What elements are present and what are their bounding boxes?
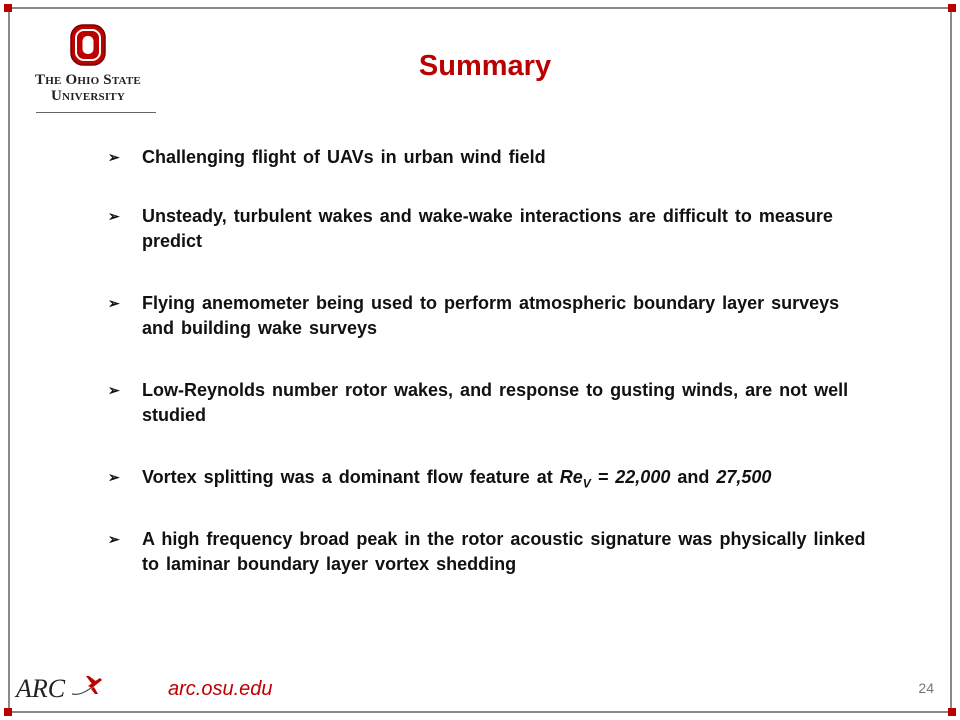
arrow-bullet-icon: ➢	[108, 295, 120, 311]
bullet-text-prefix: Vortex splitting was a dominant flow feature at	[142, 467, 560, 487]
osu-wordmark-line1: The Ohio State	[35, 72, 141, 88]
bullet-item	[108, 378, 878, 428]
equals-sign: =	[590, 467, 616, 487]
bullet-text: Flying anemometer being used to perform atmospheric boundary layer surveys and building wake surveys	[142, 293, 840, 338]
bullet-item	[108, 145, 546, 170]
frame-top-border	[8, 7, 952, 9]
reynolds-value-1: 22,000	[615, 467, 671, 487]
frame-right-border	[950, 7, 952, 713]
arrow-bullet-icon: ➢	[108, 469, 120, 485]
bullet-text: Low-Reynolds number rotor wakes, and response to gusting winds, are not well studied	[142, 380, 849, 425]
frame-bottom-border	[8, 711, 952, 713]
page-title: Summary	[418, 50, 552, 82]
bullet-text: Unsteady, turbulent wakes and wake-wake interactions are difficult to measure predict	[142, 206, 833, 251]
bullet-item	[108, 291, 878, 341]
corner-marker-top-left	[4, 4, 12, 12]
reynolds-subscript: V	[582, 476, 591, 491]
bullet-text: A high frequency broad peak in the rotor acoustic signature was physically linked to laminar boundary layer vortex shedding	[142, 529, 866, 574]
corner-marker-bottom-left	[4, 708, 12, 716]
arrow-bullet-icon: ➢	[108, 208, 120, 224]
reynolds-value-2: 27,500	[716, 467, 772, 487]
reynolds-symbol: Re	[559, 467, 583, 487]
bullet-text: Challenging flight of UAVs in urban wind field	[142, 147, 546, 167]
footer-url-link[interactable]: arc.osu.edu	[168, 678, 273, 700]
corner-marker-bottom-right	[948, 708, 956, 716]
arc-logo	[14, 672, 104, 708]
osu-logo	[20, 24, 158, 118]
osu-logo-underline	[36, 112, 156, 113]
arrow-bullet-icon: ➢	[108, 149, 120, 165]
page-number: 24	[918, 680, 934, 696]
arrow-bullet-icon: ➢	[108, 382, 120, 398]
bullet-text	[142, 467, 772, 491]
arrow-bullet-icon: ➢	[108, 531, 120, 547]
airplane-icon	[70, 674, 104, 700]
bullet-item	[108, 465, 771, 497]
osu-wordmark	[20, 72, 156, 104]
bullet-item	[108, 204, 878, 254]
arc-logo-text: ARC	[16, 674, 66, 703]
osu-wordmark-line2: University	[51, 88, 125, 104]
block-o-icon	[70, 24, 106, 66]
conjunction: and	[670, 467, 717, 487]
bullet-item	[108, 527, 878, 577]
corner-marker-top-right	[948, 4, 956, 12]
frame-left-border	[8, 7, 10, 713]
